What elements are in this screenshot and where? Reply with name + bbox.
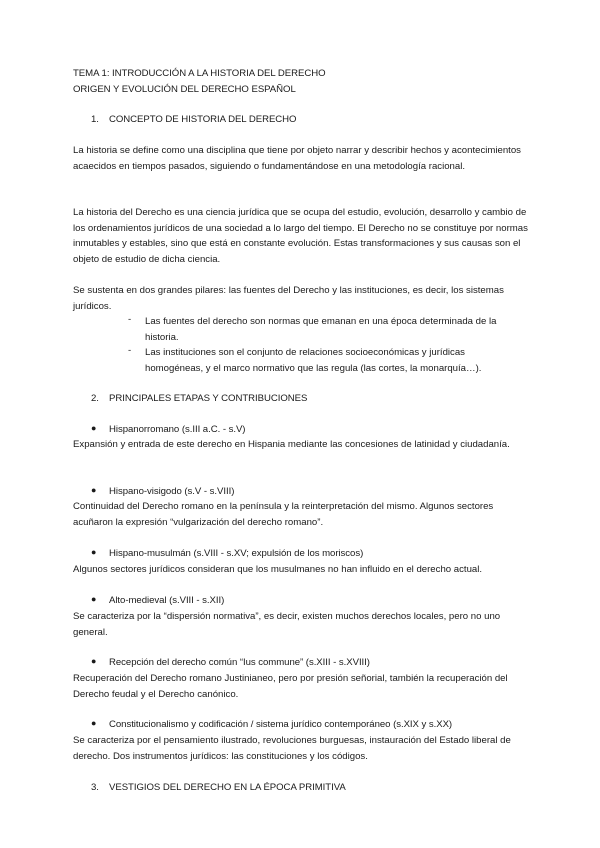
bullet-icon: ● [91, 656, 97, 666]
paragraph: La historia del Derecho es una ciencia jurídica que se ocupa del estudio, evolución, desarrollo y cambio de los ordenamientos jurídicos de una sociedad a lo largo del tiempo. El Derecho no se constituye por normas inmutables y estables, sino que está en constante evolución. Estas transformaciones y sus causas son el objeto de estudio de dicha ciencia. [73, 207, 528, 265]
section-heading: VESTIGIOS DEL DERECHO EN LA ÉPOCA PRIMITIVA [109, 782, 346, 793]
paragraph: Se sustenta en dos grandes pilares: las fuentes del Derecho y las instituciones, es decir, los sistemas jurídicos. [73, 285, 504, 312]
bullet-icon: ● [91, 423, 97, 433]
document-title: TEMA 1: INTRODUCCIÓN A LA HISTORIA DEL DERECHO [73, 68, 326, 79]
list-dash: - [128, 345, 132, 356]
stage-description: Se caracteriza por la “dispersión normativa”, es decir, existen muchos derechos locales, pero no uno general. [73, 611, 501, 638]
section-heading: PRINCIPALES ETAPAS Y CONTRIBUCIONES [109, 393, 308, 404]
document-subtitle: ORIGEN Y EVOLUCIÓN DEL DERECHO ESPAÑOL [73, 84, 296, 95]
list-dash: - [128, 314, 132, 325]
list-item: Las instituciones son el conjunto de relaciones socioeconómicas y jurídicas homogéneas, y el marco normativo que las regula (las cortes, la monarquía…). [145, 347, 482, 374]
paragraph: La historia se define como una disciplina que tiene por objeto narrar y describir hechos y acontecimientos acaecidos en tiempos pasados, siguiendo o fundamentándose en una metodología racional. [73, 145, 521, 172]
stage-description: Recuperación del Derecho romano Justinianeo, pero por presión señorial, también la recuperación del Derecho feudal y el Derecho canónico. [73, 673, 508, 700]
section-number: 3. [91, 782, 99, 793]
bullet-icon: ● [91, 547, 97, 557]
stage-heading: Alto-medieval (s.VIII - s.XII) [109, 595, 225, 606]
section-number: 2. [91, 393, 99, 404]
stage-description: Expansión y entrada de este derecho en Hispania mediante las concesiones de latinidad y ciudadanía. [73, 439, 510, 450]
bullet-icon: ● [91, 718, 97, 728]
stage-heading: Constitucionalismo y codificación / sistema jurídico contemporáneo (s.XIX y s.XX) [109, 719, 453, 730]
stage-heading: Recepción del derecho común “Ius commune” (s.XIII - s.XVIII) [109, 657, 370, 668]
stage-heading: Hispano-visigodo (s.V - s.VIII) [109, 486, 235, 497]
list-item: Las fuentes del derecho son normas que emanan en una época determinada de la historia. [145, 316, 497, 343]
stage-description: Algunos sectores jurídicos consideran que los musulmanes no han influido en el derecho actual. [73, 564, 483, 575]
stage-heading: Hispano-musulmán (s.VIII - s.XV; expulsión de los moriscos) [109, 548, 364, 559]
stage-heading: Hispanorromano (s.III a.C. - s.V) [109, 424, 246, 435]
stage-description: Continuidad del Derecho romano en la península y la reinterpretación del mismo. Algunos sectores acuñaron la expresión “vulgarización del derecho romano”. [73, 501, 494, 528]
section-number: 1. [91, 114, 99, 125]
section-heading: CONCEPTO DE HISTORIA DEL DERECHO [109, 114, 297, 125]
stage-description: Se caracteriza por el pensamiento ilustrado, revoluciones burguesas, instauración del Estado liberal de derecho. Dos instrumentos jurídicos: las constituciones y los códigos. [73, 735, 511, 762]
bullet-icon: ● [91, 594, 97, 604]
bullet-icon: ● [91, 485, 97, 495]
